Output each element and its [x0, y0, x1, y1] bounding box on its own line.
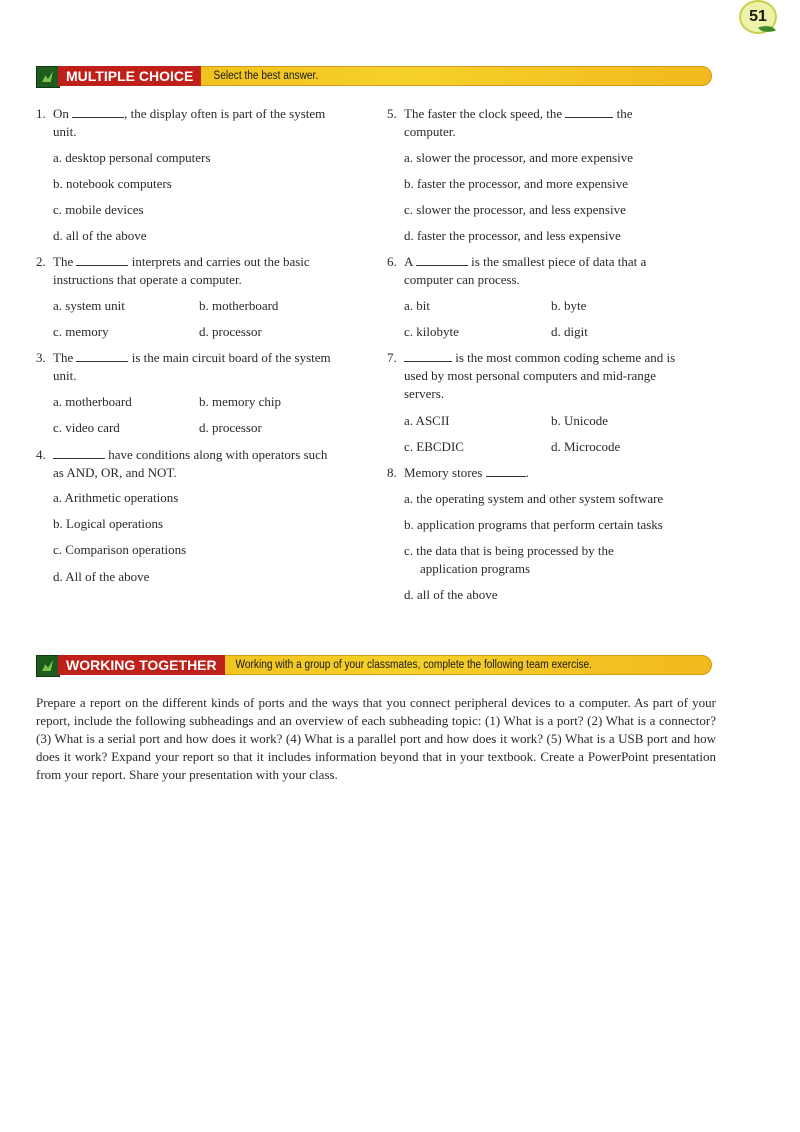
option-continuation: application programs: [420, 561, 531, 576]
question-number: 3.: [36, 350, 46, 365]
option: d. digit: [551, 324, 588, 339]
question-stem: A is the smallest piece of data that a: [404, 254, 647, 269]
question-stem: The interprets and carries out the basic: [53, 254, 310, 269]
section-instruction: Select the best answer.: [213, 70, 319, 82]
option: a. ASCII: [404, 413, 450, 428]
question-stem-line2: unit.: [53, 368, 77, 383]
section-icon: [36, 66, 60, 88]
option: d. faster the processor, and less expensive: [404, 228, 621, 243]
option: d. all of the above: [53, 228, 147, 243]
answer-blank: [404, 350, 452, 362]
working-together-header: [36, 655, 712, 675]
option: d. Microcode: [551, 439, 621, 454]
option: c. memory: [53, 324, 109, 339]
answer-blank: [76, 254, 128, 266]
option: a. desktop personal computers: [53, 150, 211, 165]
question-number: 1.: [36, 106, 46, 121]
option: a. the operating system and other system software: [404, 491, 664, 506]
option: c. kilobyte: [404, 324, 459, 339]
question-stem: have conditions along with operators such: [53, 446, 327, 464]
answer-blank: [53, 447, 105, 459]
option: b. faster the processor, and more expensive: [404, 176, 629, 191]
option: b. motherboard: [199, 298, 279, 313]
question-7: [387, 349, 717, 405]
option: c. slower the processor, and less expensive: [404, 202, 626, 217]
section-title: MULTIPLE CHOICE: [58, 66, 201, 86]
option: b. memory chip: [199, 394, 281, 409]
question-number: 6.: [387, 254, 397, 269]
question-stem-line2: computer can process.: [404, 272, 520, 287]
option: a. system unit: [53, 298, 125, 313]
multiple-choice-header: [36, 66, 712, 86]
answer-blank: [416, 254, 468, 266]
question-stem: The faster the clock speed, the the: [404, 106, 633, 121]
option: d. processor: [199, 420, 262, 435]
option: d. All of the above: [53, 569, 150, 584]
question-stem: is the most common coding scheme and is: [404, 349, 675, 367]
question-number: 7.: [387, 350, 397, 365]
option: b. application programs that perform certain tasks: [404, 517, 663, 532]
answer-blank: [565, 106, 613, 118]
question-stem: On , the display often is part of the system: [53, 106, 326, 121]
question-stem: The is the main circuit board of the system: [53, 350, 331, 365]
question-stem-line2: instructions that operate a computer.: [53, 272, 242, 287]
option: c. Comparison operations: [53, 542, 187, 557]
answer-blank: [76, 350, 128, 362]
question-stem: Memory stores .: [404, 465, 529, 480]
option: d. all of the above: [404, 587, 498, 602]
option: d. processor: [199, 324, 262, 339]
option: a. Arithmetic operations: [53, 490, 179, 505]
page-number-badge: [737, 0, 777, 36]
option: a. slower the processor, and more expensive: [404, 150, 634, 165]
answer-blank: [486, 465, 526, 477]
option: b. Unicode: [551, 413, 609, 428]
option: c. EBCDIC: [404, 439, 464, 454]
question-number: 5.: [387, 106, 397, 121]
question-number: 2.: [36, 254, 46, 269]
section-icon: [36, 655, 60, 677]
question-stem-line2: used by most personal computers and mid-range: [404, 368, 656, 383]
question-stem-line2: unit.: [53, 124, 77, 139]
question-stem-line2: computer.: [404, 124, 456, 139]
option: c. the data that is being processed by the: [404, 543, 614, 558]
option: b. Logical operations: [53, 516, 164, 531]
option: c. video card: [53, 420, 120, 435]
answer-blank: [72, 106, 124, 118]
exercise-paragraph: Prepare a report on the different kinds of ports and the ways that you connect peripheral devices to a computer. As part of your report, include the following subheadings and an overview of each subheading topic: (1) What is a port? (2) What is a connector? (3) What is a serial port and how does it work? (4) What is a parallel port and how does it work? (5) What is a USB port and how does it work? Expand your report so that it includes information beyond that in your textbook. Create a PowerPoint presentation from your report. Share your presentation with your class.: [36, 695, 716, 782]
option: c. mobile devices: [53, 202, 144, 217]
option: b. byte: [551, 298, 587, 313]
option: a. motherboard: [53, 394, 132, 409]
question-number: 8.: [387, 465, 397, 480]
option: b. notebook computers: [53, 176, 172, 191]
page-number: 51: [739, 0, 777, 34]
question-stem-line2: as AND, OR, and NOT.: [53, 465, 177, 480]
option: a. bit: [404, 298, 430, 313]
section-title: WORKING TOGETHER: [58, 655, 225, 675]
question-stem-line3: servers.: [404, 386, 445, 401]
question-number: 4.: [36, 447, 46, 462]
section-instruction: Working with a group of your classmates, complete the following team exercise.: [235, 659, 592, 671]
